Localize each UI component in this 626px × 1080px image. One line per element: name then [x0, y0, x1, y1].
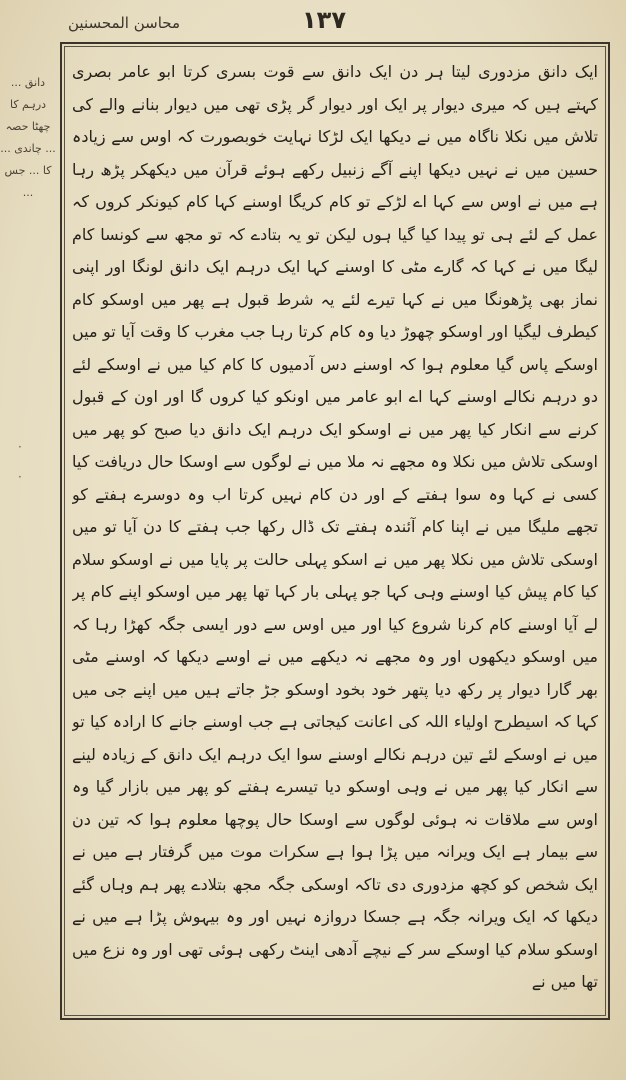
body-text: ایک دانق مزدوری لیتا ہر دن ایک دانق سے قوت بسری کرتا ابو عامر بصری کہتے ہیں کہ میری دیوار پر ایک اور دیوار گر پڑی تھی میں دیوار بنانے والے کی تلاش میں نکلا ناگاہ میں نے دیکھا ایک لڑکا نہایت خوبصورت کہ اوس سے زیادہ حسین میں نے نہیں دیکھا اپنے آگے زنبیل رکھے ہوئے قرآن میں دیکھکر پڑھ رہا ہے میں نے اوس سے کہا اے لڑکے تو کام کریگا اوسنے کہا کام کیونکر کروں کہ عمل کے لئے ہی تو پیدا کیا گیا ہوں لیکن تو یہ بتادے کہ تو مجھ سے کونسا کام لیگا میں نے کہا کہ گارے مٹی کا اوسنے کہا ایک درہم ایک دانق لونگا اور اپنی نماز بھی پڑھونگا میں نے کہا تیرے لئے یہ شرط قبول ہے پھر میں اوسکو کام کیطرف لیگیا اور اوسکو چھوڑ دیا وہ کام کرتا رہا جب مغرب کا وقت آیا تو میں اوسکے پاس گیا معلوم ہوا کہ اوسنے دس آدمیوں کا کام کیا میں نے اوسکے لئے دو درہم نکالے اوسنے کہا اے ابو عامر میں اونکو کیا کروں گا اور اون کے قبول کرنے سے انکار کیا پھر میں نے اوسکو ایک درہم ایک دانق دیا صبح کو پھر میں اوسکی تلاش میں نکلا وہ مجھے نہ ملا میں نے لوگوں سے اوسکا حال دریافت کیا کسی نے کہا وہ سوا ہفتے کے اور دن کام نہیں کرتا اب وہ دوسرے ہفتے کو تجھے ملیگا میں نے اپنا کام آئندہ ہفتے تک ڈال رکھا جب ہفتے کا دن آیا تو میں اوسکی تلاش میں نکلا پھر میں نے اسکو پہلی حالت پر پایا میں نے اوسکو سلام کیا کام پیش کیا اوسنے وہی کہا جو پہلی بار کہا تھا پھر میں اوسکو اپنے کام پر لے آیا اوسنے کام کرنا شروع کیا اور میں اوس سے دور ایسی جگہ کھڑا رہا کہ میں اوسکو دیکھوں اور وہ مجھے نہ دیکھے میں نے اوسے دیکھا کہ اوسنے مٹی بھر گارا دیوار پر رکھ دیا پتھر خود بخود اوسکو جڑ جاتے ہیں میں اپنے جی میں کہا کہ اسیطرح اولیاء اللہ کی اعانت کیجاتی ہے جب اوسنے جانے کا ارادہ کیا تو میں نے اوسکے لئے تین درہم نکالے اوسنے سوا ایک درہم ایک دانق کے زیادہ لینے سے انکار کیا پھر میں نے وہی اوسکو دیا تیسرے ہفتے کو پھر میں بازار گیا وہ اوس سے ملاقات نہ ہوئی لوگوں سے اوسکا حال پوچھا معلوم ہوا کہ تین دن سے بیمار ہے ایک ویرانہ میں پڑا ہوا ہے سکرات موت میں گرفتار ہے میں نے ایک شخص کو کچھ مزدوری دی تاکہ اوسکی جگہ مجھ بتلادے پھر ہم وہاں گئے دیکھا کہ ایک ویرانہ جگہ ہے جسکا دروازہ نہیں اور وہ بیہوش پڑا ہے میں نے اوسکو سلام کیا اوسکے سر کے نیچے آدھی اینٹ رکھی ہوئی تھی اور وہ نزع میں تھا میں نے	[72, 62, 598, 991]
margin-mark: ·	[18, 440, 22, 454]
page-number: ۱۳۷	[302, 6, 346, 34]
margin-note: دانق ... درہم کا چھٹا حصہ ... چاندی ... کا ... جس ...	[0, 76, 56, 199]
running-header-title: محاسن المحسنین	[68, 14, 180, 32]
margin-mark: ·	[18, 470, 22, 484]
